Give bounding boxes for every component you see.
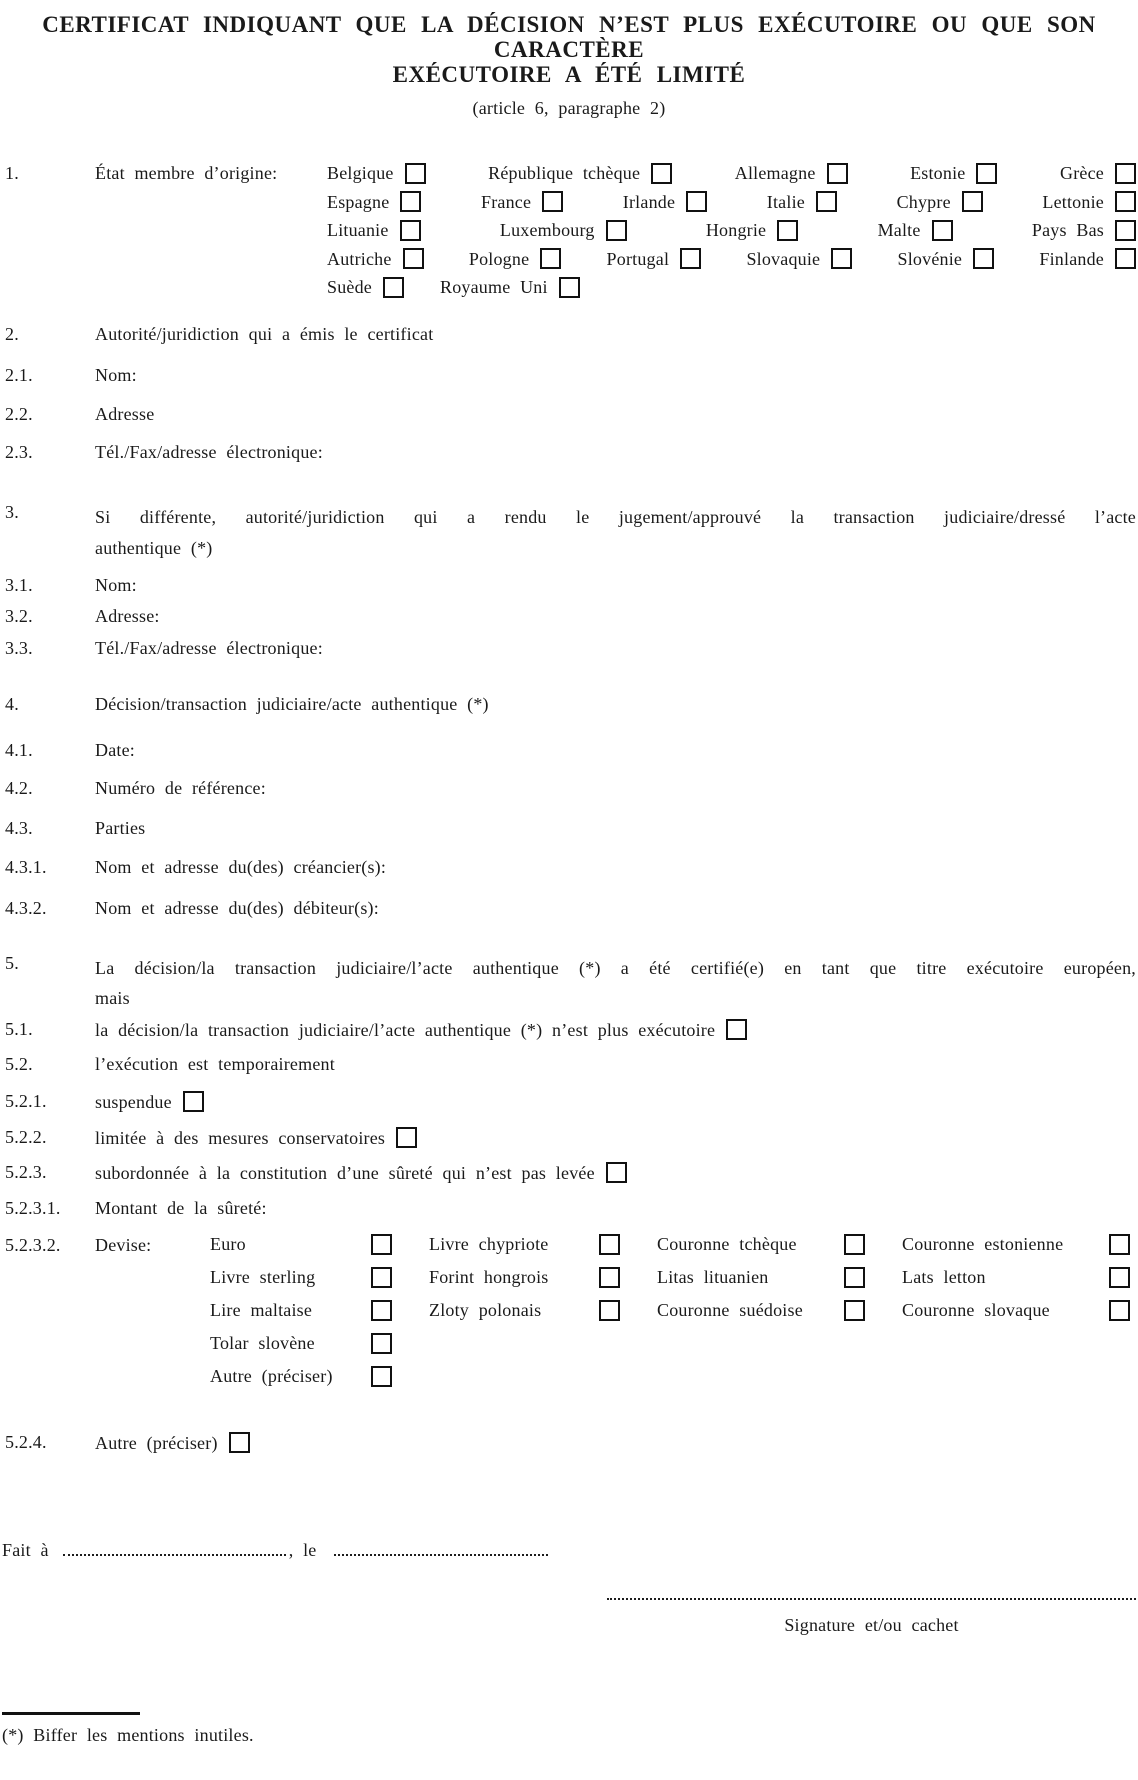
country-label: Lettonie bbox=[1042, 191, 1104, 212]
form-item-3-1 bbox=[2, 575, 1136, 595]
currency-option-zloty-polonais bbox=[429, 1299, 620, 1322]
country-option-france bbox=[481, 191, 563, 212]
checkbox-france[interactable] bbox=[542, 191, 563, 212]
checkbox-royaume-uni[interactable] bbox=[559, 277, 580, 298]
item-text bbox=[95, 1162, 1136, 1183]
item-text bbox=[95, 502, 1136, 564]
fait-a-label: Fait à bbox=[2, 1539, 49, 1560]
form-item-1-member-state bbox=[2, 163, 1136, 302]
country-option-slovenie bbox=[898, 248, 995, 269]
checkbox-nest-plus-executoire[interactable] bbox=[726, 1019, 747, 1040]
country-option-lituanie bbox=[327, 220, 421, 241]
item-text-line-2: mais bbox=[95, 987, 130, 1008]
checkbox-pays-bas[interactable] bbox=[1115, 220, 1136, 241]
item-text-line-2: authentique (*) bbox=[95, 537, 213, 558]
item-text bbox=[95, 1091, 1136, 1112]
country-option-belgique bbox=[327, 163, 426, 184]
fill-line-place bbox=[63, 1540, 286, 1556]
checkbox-couronne-suedoise[interactable] bbox=[844, 1300, 865, 1321]
currency-label: Couronne estonienne bbox=[902, 1234, 1064, 1254]
country-row-3 bbox=[327, 216, 1136, 245]
country-option-portugal bbox=[607, 248, 702, 269]
checkbox-portugal[interactable] bbox=[680, 248, 701, 269]
footnote-block bbox=[2, 1712, 1136, 1745]
country-option-pays-bas bbox=[1032, 220, 1136, 241]
item-text: Adresse bbox=[95, 403, 155, 424]
form-item-2-3 bbox=[2, 442, 1136, 462]
checkbox-estonie[interactable] bbox=[976, 163, 997, 184]
currency-option-couronne-tcheque bbox=[657, 1233, 865, 1256]
item-number: 2.3. bbox=[5, 441, 33, 462]
checkbox-couronne-tcheque[interactable] bbox=[844, 1234, 865, 1255]
fill-line-date bbox=[334, 1540, 548, 1556]
title-line-1: CERTIFICAT INDIQUANT QUE LA DÉCISION N’EST PLUS EXÉCUTOIRE OU QUE SON CARACTÈRE bbox=[42, 12, 1096, 62]
currency-label: Euro bbox=[210, 1234, 246, 1254]
form-item-5-2-3 bbox=[2, 1162, 1136, 1183]
checkbox-chypre[interactable] bbox=[962, 191, 983, 212]
item-text bbox=[95, 1019, 1136, 1040]
currency-option-euro bbox=[210, 1233, 392, 1256]
form-item-3-3 bbox=[2, 638, 1136, 658]
checkbox-autriche[interactable] bbox=[403, 248, 424, 269]
form-item-3 bbox=[2, 502, 1136, 564]
checkbox-couronne-slovaque[interactable] bbox=[1109, 1300, 1130, 1321]
country-option-irlande bbox=[623, 191, 707, 212]
devise-label: Devise: bbox=[95, 1234, 152, 1255]
item-label: suspendue bbox=[95, 1091, 172, 1112]
item-number: 5.2. bbox=[5, 1053, 33, 1074]
currency-content bbox=[95, 1235, 1136, 1388]
form-item-5-1 bbox=[2, 1019, 1136, 1040]
country-label: Slovaquie bbox=[746, 248, 821, 269]
country-label: Finlande bbox=[1039, 248, 1104, 269]
checkbox-lituanie[interactable] bbox=[400, 220, 421, 241]
checkbox-grece[interactable] bbox=[1115, 163, 1136, 184]
item-text: Nom et adresse du(des) débiteur(s): bbox=[95, 897, 379, 918]
country-option-hongrie bbox=[706, 220, 798, 241]
form-item-5-2-3-1 bbox=[2, 1198, 1136, 1218]
country-row-5 bbox=[327, 273, 1136, 302]
document-title bbox=[2, 12, 1136, 87]
country-label: Royaume Uni bbox=[440, 277, 548, 298]
footnote-text: (*) Biffer les mentions inutiles. bbox=[2, 1724, 254, 1745]
form-item-2-1 bbox=[2, 365, 1136, 385]
item-text: Tél./Fax/adresse électronique: bbox=[95, 637, 323, 658]
le-label: , le bbox=[288, 1539, 317, 1560]
country-option-lettonie bbox=[1042, 191, 1136, 212]
currency-label: Lire maltaise bbox=[210, 1300, 313, 1320]
country-label: Pologne bbox=[468, 248, 530, 269]
checkbox-autre-devise[interactable] bbox=[371, 1366, 392, 1387]
checkbox-slovenie[interactable] bbox=[973, 248, 994, 269]
item-text: Adresse: bbox=[95, 605, 160, 626]
item-number: 3. bbox=[5, 501, 19, 522]
form-item-5-2-2 bbox=[2, 1127, 1136, 1148]
checkbox-euro[interactable] bbox=[371, 1234, 392, 1255]
checkbox-finlande[interactable] bbox=[1115, 248, 1136, 269]
item-number: 2.1. bbox=[5, 364, 33, 385]
country-option-allemagne bbox=[735, 163, 848, 184]
country-label: Slovénie bbox=[897, 248, 963, 269]
form-item-4-1 bbox=[2, 740, 1136, 760]
item-text: Autorité/juridiction qui a émis le certificat bbox=[95, 323, 434, 344]
checkbox-lats-letton[interactable] bbox=[1109, 1267, 1130, 1288]
country-label: Autriche bbox=[327, 248, 392, 269]
document-subtitle: (article 6, paragraphe 2) bbox=[472, 98, 666, 118]
currency-label: Autre (préciser) bbox=[210, 1366, 333, 1386]
item-number: 4.2. bbox=[5, 777, 33, 798]
country-option-estonie bbox=[910, 163, 997, 184]
checkbox-hongrie[interactable] bbox=[777, 220, 798, 241]
country-label: Belgique bbox=[327, 163, 394, 184]
footnote-rule bbox=[2, 1712, 140, 1715]
checkbox-lettonie[interactable] bbox=[1115, 191, 1136, 212]
currency-label: Couronne slovaque bbox=[902, 1300, 1050, 1320]
form-item-4-3 bbox=[2, 818, 1136, 838]
currency-option-lire-maltaise bbox=[210, 1299, 392, 1322]
country-label: Estonie bbox=[910, 163, 966, 184]
checkbox-livre-sterling[interactable] bbox=[371, 1267, 392, 1288]
currency-option-litas-lituanien bbox=[657, 1266, 865, 1289]
checkbox-espagne[interactable] bbox=[400, 191, 421, 212]
item-label: limitée à des mesures conservatoires bbox=[95, 1127, 386, 1148]
item-number: 5. bbox=[5, 952, 19, 973]
checkbox-belgique[interactable] bbox=[405, 163, 426, 184]
country-label: Espagne bbox=[327, 191, 390, 212]
currency-label: Litas lituanien bbox=[657, 1267, 769, 1287]
checkbox-limitee-mesures-conservatoires[interactable] bbox=[396, 1127, 417, 1148]
country-label: Italie bbox=[766, 191, 805, 212]
checkbox-litas-lituanien[interactable] bbox=[844, 1267, 865, 1288]
item-number: 4.3.2. bbox=[5, 897, 47, 918]
item-label: subordonnée à la constitution d’une sûreté qui n’est pas levée bbox=[95, 1162, 595, 1183]
checkbox-pologne[interactable] bbox=[540, 248, 561, 269]
country-label: Pays Bas bbox=[1031, 220, 1104, 241]
currency-option-autre bbox=[210, 1365, 392, 1388]
country-label: Irlande bbox=[622, 191, 676, 212]
currency-label: Lats letton bbox=[902, 1267, 986, 1287]
currency-option-forint-hongrois bbox=[429, 1266, 620, 1289]
form-item-5-2-4 bbox=[2, 1432, 1136, 1453]
country-label: Lituanie bbox=[327, 220, 389, 241]
item-text: Parties bbox=[95, 817, 146, 838]
item-number: 3.3. bbox=[5, 637, 33, 658]
currency-option-tolar-slovene bbox=[210, 1332, 392, 1355]
currency-label: Zloty polonais bbox=[429, 1300, 542, 1320]
checkbox-autre-5-2-4[interactable] bbox=[229, 1432, 250, 1453]
checkbox-suspendue[interactable] bbox=[183, 1091, 204, 1112]
country-option-luxembourg bbox=[500, 220, 627, 241]
currency-option-lats-letton bbox=[902, 1266, 1130, 1289]
currency-option-couronne-suedoise bbox=[657, 1299, 865, 1322]
country-option-chypre bbox=[897, 191, 983, 212]
currency-option-couronne-estonienne bbox=[902, 1233, 1130, 1256]
item-number: 3.1. bbox=[5, 574, 33, 595]
country-label: République tchèque bbox=[488, 163, 641, 184]
item-text bbox=[95, 953, 1136, 1013]
country-option-republique-tcheque bbox=[488, 163, 672, 184]
checkbox-livre-chypriote[interactable] bbox=[599, 1234, 620, 1255]
item-number: 5.2.4. bbox=[5, 1431, 47, 1452]
country-label: Suède bbox=[327, 277, 372, 298]
place-date-line bbox=[2, 1540, 1136, 1560]
item-number: 2.2. bbox=[5, 403, 33, 424]
country-option-malte bbox=[878, 220, 953, 241]
checkbox-subordonnee-surete[interactable] bbox=[606, 1162, 627, 1183]
form-item-5-2 bbox=[2, 1054, 1136, 1074]
item-text bbox=[95, 1432, 1136, 1453]
signature-caption: Signature et/ou cachet bbox=[784, 1614, 959, 1635]
item-text: Tél./Fax/adresse électronique: bbox=[95, 441, 323, 462]
checkbox-forint-hongrois[interactable] bbox=[599, 1267, 620, 1288]
country-option-grece bbox=[1060, 163, 1136, 184]
form-item-4 bbox=[2, 694, 1136, 714]
item-number: 5.1. bbox=[5, 1018, 33, 1039]
item-number: 2. bbox=[5, 323, 19, 344]
item-number: 4.1. bbox=[5, 739, 33, 760]
form-item-5-2-1 bbox=[2, 1091, 1136, 1112]
checkbox-couronne-estonienne[interactable] bbox=[1109, 1234, 1130, 1255]
form-item-5-2-3-2-devise bbox=[2, 1235, 1136, 1388]
country-option-royaume-uni bbox=[440, 277, 580, 298]
currency-label: Couronne tchèque bbox=[657, 1234, 797, 1254]
country-option-espagne bbox=[327, 191, 421, 212]
checkbox-zloty-polonais[interactable] bbox=[599, 1300, 620, 1321]
checkbox-suede[interactable] bbox=[383, 277, 404, 298]
country-option-autriche bbox=[327, 248, 424, 269]
form-item-3-2 bbox=[2, 606, 1136, 626]
currency-label: Livre sterling bbox=[210, 1267, 316, 1287]
form-item-2-2 bbox=[2, 404, 1136, 424]
currency-label: Livre chypriote bbox=[429, 1234, 549, 1254]
form-item-5 bbox=[2, 953, 1136, 1013]
form-item-4-2 bbox=[2, 778, 1136, 798]
country-label: Luxembourg bbox=[499, 220, 595, 241]
checkbox-lire-maltaise[interactable] bbox=[371, 1300, 392, 1321]
checkbox-tolar-slovene[interactable] bbox=[371, 1333, 392, 1354]
form-item-4-3-2 bbox=[2, 898, 1136, 918]
checkbox-slovaquie[interactable] bbox=[831, 248, 852, 269]
currency-label: Forint hongrois bbox=[429, 1267, 549, 1287]
country-option-finlande bbox=[1039, 248, 1136, 269]
country-row-4 bbox=[327, 245, 1136, 274]
currency-label: Tolar slovène bbox=[210, 1333, 315, 1353]
currency-option-livre-chypriote bbox=[429, 1233, 620, 1256]
item-number: 5.2.1. bbox=[5, 1090, 47, 1111]
item-text: l’exécution est temporairement bbox=[95, 1053, 335, 1074]
item-label: Autre (préciser) bbox=[95, 1432, 218, 1453]
item-text: Décision/transaction judiciaire/acte authentique (*) bbox=[95, 693, 489, 714]
country-option-pologne bbox=[469, 248, 561, 269]
checkbox-italie[interactable] bbox=[816, 191, 837, 212]
currency-options bbox=[210, 1233, 1130, 1388]
country-label: Malte bbox=[877, 220, 921, 241]
checkbox-irlande[interactable] bbox=[686, 191, 707, 212]
country-option-suede bbox=[327, 277, 404, 298]
member-state-content bbox=[95, 163, 1136, 302]
item-number: 4. bbox=[5, 693, 19, 714]
country-label: Grèce bbox=[1060, 163, 1104, 184]
item-text: Numéro de référence: bbox=[95, 777, 266, 798]
country-row-1 bbox=[327, 159, 1136, 188]
currency-label: Couronne suédoise bbox=[657, 1300, 803, 1320]
currency-option-couronne-slovaque bbox=[902, 1299, 1130, 1322]
checkbox-malte[interactable] bbox=[932, 220, 953, 241]
form-item-2 bbox=[2, 324, 1136, 344]
item-number: 4.3. bbox=[5, 817, 33, 838]
item-text-line-1: La décision/la transaction judiciaire/l’acte authentique (*) a été certifié(e) en tant que titre exécutoire européen, bbox=[95, 957, 1136, 978]
item-number: 3.2. bbox=[5, 605, 33, 626]
item-number: 5.2.3. bbox=[5, 1161, 47, 1182]
item-number: 4.3.1. bbox=[5, 856, 47, 877]
country-label: France bbox=[481, 191, 532, 212]
item-number: 5.2.3.1. bbox=[5, 1197, 61, 1218]
item-text-line-1: Si différente, autorité/juridiction qui a rendu le jugement/approuvé la transaction judiciaire/dressé l’acte bbox=[95, 506, 1136, 527]
item-text: Nom: bbox=[95, 574, 137, 595]
country-option-slovaquie bbox=[746, 248, 852, 269]
country-label: Allemagne bbox=[734, 163, 816, 184]
country-options bbox=[327, 159, 1136, 302]
item-label: la décision/la transaction judiciaire/l’acte authentique (*) n’est plus exécutoire bbox=[95, 1019, 716, 1040]
form-item-4-3-1 bbox=[2, 857, 1136, 877]
country-option-italie bbox=[767, 191, 837, 212]
country-label: Chypre bbox=[896, 191, 951, 212]
item-text: Date: bbox=[95, 739, 135, 760]
currency-option-livre-sterling bbox=[210, 1266, 392, 1289]
country-row-2 bbox=[327, 188, 1136, 217]
country-label: Hongrie bbox=[705, 220, 767, 241]
checkbox-republique-tcheque[interactable] bbox=[651, 163, 672, 184]
signature-block bbox=[607, 1598, 1136, 1635]
title-line-2: EXÉCUTOIRE A ÉTÉ LIMITÉ bbox=[392, 62, 746, 87]
item-text: Nom: bbox=[95, 364, 137, 385]
item-number: 5.2.2. bbox=[5, 1126, 47, 1147]
checkbox-luxembourg[interactable] bbox=[606, 220, 627, 241]
member-state-label: État membre d’origine: bbox=[95, 163, 278, 183]
item-number: 5.2.3.2. bbox=[5, 1234, 61, 1255]
country-label: Portugal bbox=[606, 248, 670, 269]
item-text: Montant de la sûreté: bbox=[95, 1197, 267, 1218]
item-number: 1. bbox=[5, 163, 19, 183]
item-text: Nom et adresse du(des) créancier(s): bbox=[95, 856, 387, 877]
item-text bbox=[95, 1127, 1136, 1148]
checkbox-allemagne[interactable] bbox=[827, 163, 848, 184]
